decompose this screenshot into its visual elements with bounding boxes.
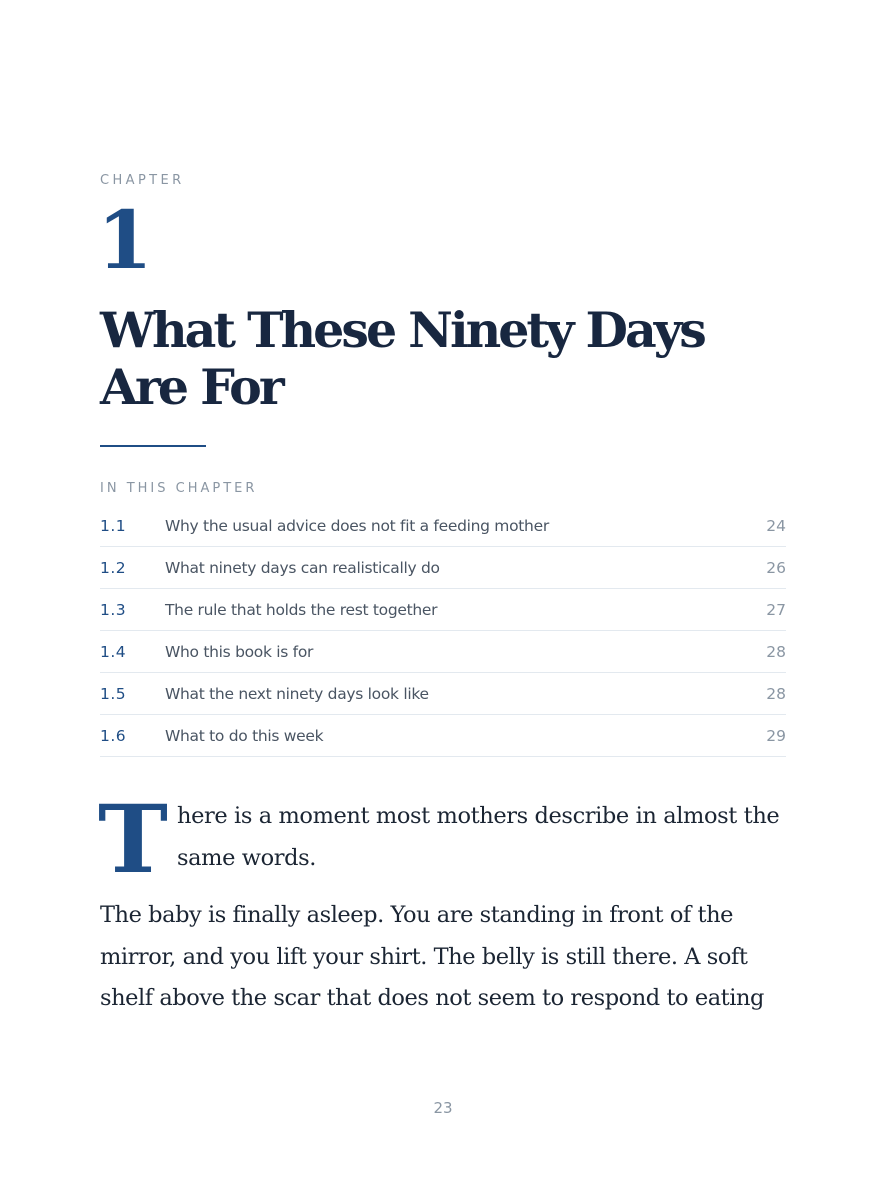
page-number: 23 <box>433 1099 453 1117</box>
chapter-title: What These Ninety Days Are For <box>100 301 704 416</box>
toc-section-title: The rule that holds the rest together <box>165 600 438 619</box>
toc-row[interactable] <box>100 673 786 715</box>
toc-section-number: 1.6 <box>100 726 127 745</box>
toc-section-number: 1.5 <box>100 684 127 703</box>
toc-section-title: Who this book is for <box>165 642 314 661</box>
toc-page-number: 27 <box>766 600 786 619</box>
toc-section-title: What ninety days can realistically do <box>165 558 440 577</box>
toc-heading: IN THIS CHAPTER <box>100 481 258 496</box>
toc-section-title: What the next ninety days look like <box>165 684 429 703</box>
toc-page-number: 28 <box>766 642 786 661</box>
toc-row[interactable] <box>100 715 786 757</box>
toc-row[interactable] <box>100 547 786 589</box>
opening-line: here is a moment most mothers describe in almost the same words. <box>177 803 780 871</box>
toc-section-number: 1.3 <box>100 600 127 619</box>
toc-row[interactable] <box>100 589 786 631</box>
chapter-label: CHAPTER <box>100 173 185 188</box>
toc-section-number: 1.1 <box>100 516 127 535</box>
toc-section-title: Why the usual advice does not fit a feeding mother <box>165 516 549 535</box>
chapter-number: 1 <box>97 193 149 287</box>
title-divider <box>100 445 206 447</box>
toc-row[interactable] <box>100 631 786 673</box>
toc-page-number: 24 <box>766 516 786 535</box>
toc-page-number: 28 <box>766 684 786 703</box>
toc-section-number: 1.4 <box>100 642 127 661</box>
toc-section-number: 1.2 <box>100 558 127 577</box>
table-of-contents <box>100 505 786 757</box>
toc-section-title: What to do this week <box>165 726 324 745</box>
toc-row[interactable] <box>100 505 786 547</box>
drop-cap: T <box>98 785 168 895</box>
toc-page-number: 29 <box>766 726 786 745</box>
body-paragraph: The baby is finally asleep. You are standing in front of the mirror, and you lift your shirt. The belly is still there. A soft shelf above the scar that does not seem to respond to eating <box>100 902 764 1011</box>
toc-page-number: 26 <box>766 558 786 577</box>
